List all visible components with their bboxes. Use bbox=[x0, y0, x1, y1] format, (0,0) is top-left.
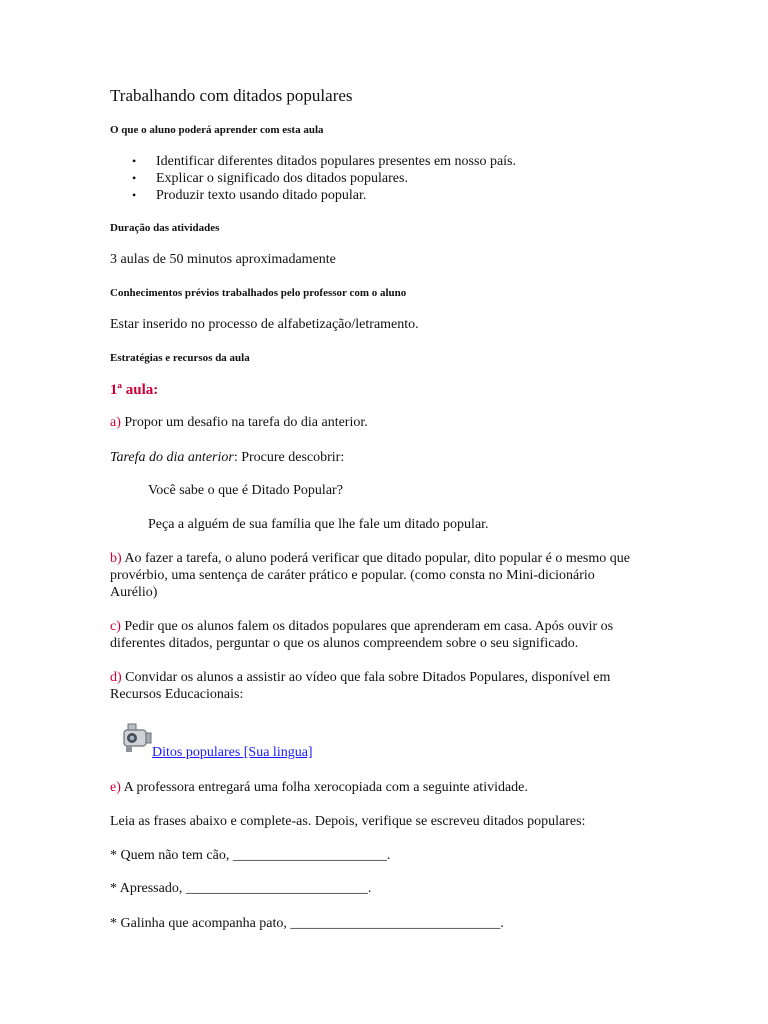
bullet-icon: • bbox=[132, 154, 137, 168]
item-b: b) Ao fazer a tarefa, o aluno poderá verificar que ditado popular, dito popular é o mesmo que provérbio, uma sentença de caráter prático e popular. (como consta no Mini-dicionário Aurélio) bbox=[110, 551, 630, 600]
bullet-icon: • bbox=[132, 171, 137, 185]
item-e: e) A professora entregará uma folha xerocopiada com a seguinte atividade. bbox=[110, 780, 528, 795]
item-a: a) Propor um desafio na tarefa do dia anterior. bbox=[110, 415, 368, 430]
item-d: d) Convidar os alunos a assistir ao vídeo que fala sobre Ditados Populares, disponível em Recursos Educacionais: bbox=[110, 670, 611, 702]
heading-prior-knowledge: Conhecimentos prévios trabalhados pelo professor com o aluno bbox=[110, 287, 407, 299]
video-link[interactable]: Ditos populares [Sua lingua] bbox=[152, 745, 313, 760]
bullet-icon: • bbox=[132, 188, 137, 202]
list-item: • Explicar o significado dos ditados populares. bbox=[132, 171, 408, 186]
exercise-line: * Galinha que acompanha pato, ______________________________. bbox=[110, 916, 504, 931]
video-camera-icon bbox=[118, 720, 154, 756]
exercise-line: * Quem não tem cão, ______________________. bbox=[110, 848, 391, 863]
list-item: • Identificar diferentes ditados populares presentes em nosso país. bbox=[132, 154, 517, 169]
item-c: c) Pedir que os alunos falem os ditados populares que aprenderam em casa. Após ouvir os diferentes ditados, perguntar o que os alunos compreendem sobre o seu significado. bbox=[110, 619, 614, 651]
aula-1-heading: 1ª aula: bbox=[110, 382, 159, 398]
question-1: Você sabe o que é Ditado Popular? bbox=[148, 483, 343, 498]
heading-learning: O que o aluno poderá aprender com esta aula bbox=[110, 124, 324, 136]
objectives-list bbox=[132, 153, 516, 204]
task-line: Tarefa do dia anterior: Procure descobrir: bbox=[110, 450, 345, 465]
list-item: • Produzir texto usando ditado popular. bbox=[132, 188, 367, 203]
heading-strategies: Estratégias e recursos da aula bbox=[110, 352, 250, 364]
question-2: Peça a alguém de sua família que lhe fale um ditado popular. bbox=[148, 517, 489, 532]
prior-knowledge-text: Estar inserido no processo de alfabetização/letramento. bbox=[110, 317, 419, 332]
exercise-intro: Leia as frases abaixo e complete-as. Depois, verifique se escreveu ditados populares: bbox=[110, 814, 586, 829]
exercise-line: * Apressado, __________________________. bbox=[110, 881, 372, 896]
heading-duration: Duração das atividades bbox=[110, 222, 220, 234]
duration-text: 3 aulas de 50 minutos aproximadamente bbox=[110, 252, 336, 267]
page-title: Trabalhando com ditados populares bbox=[110, 86, 353, 105]
